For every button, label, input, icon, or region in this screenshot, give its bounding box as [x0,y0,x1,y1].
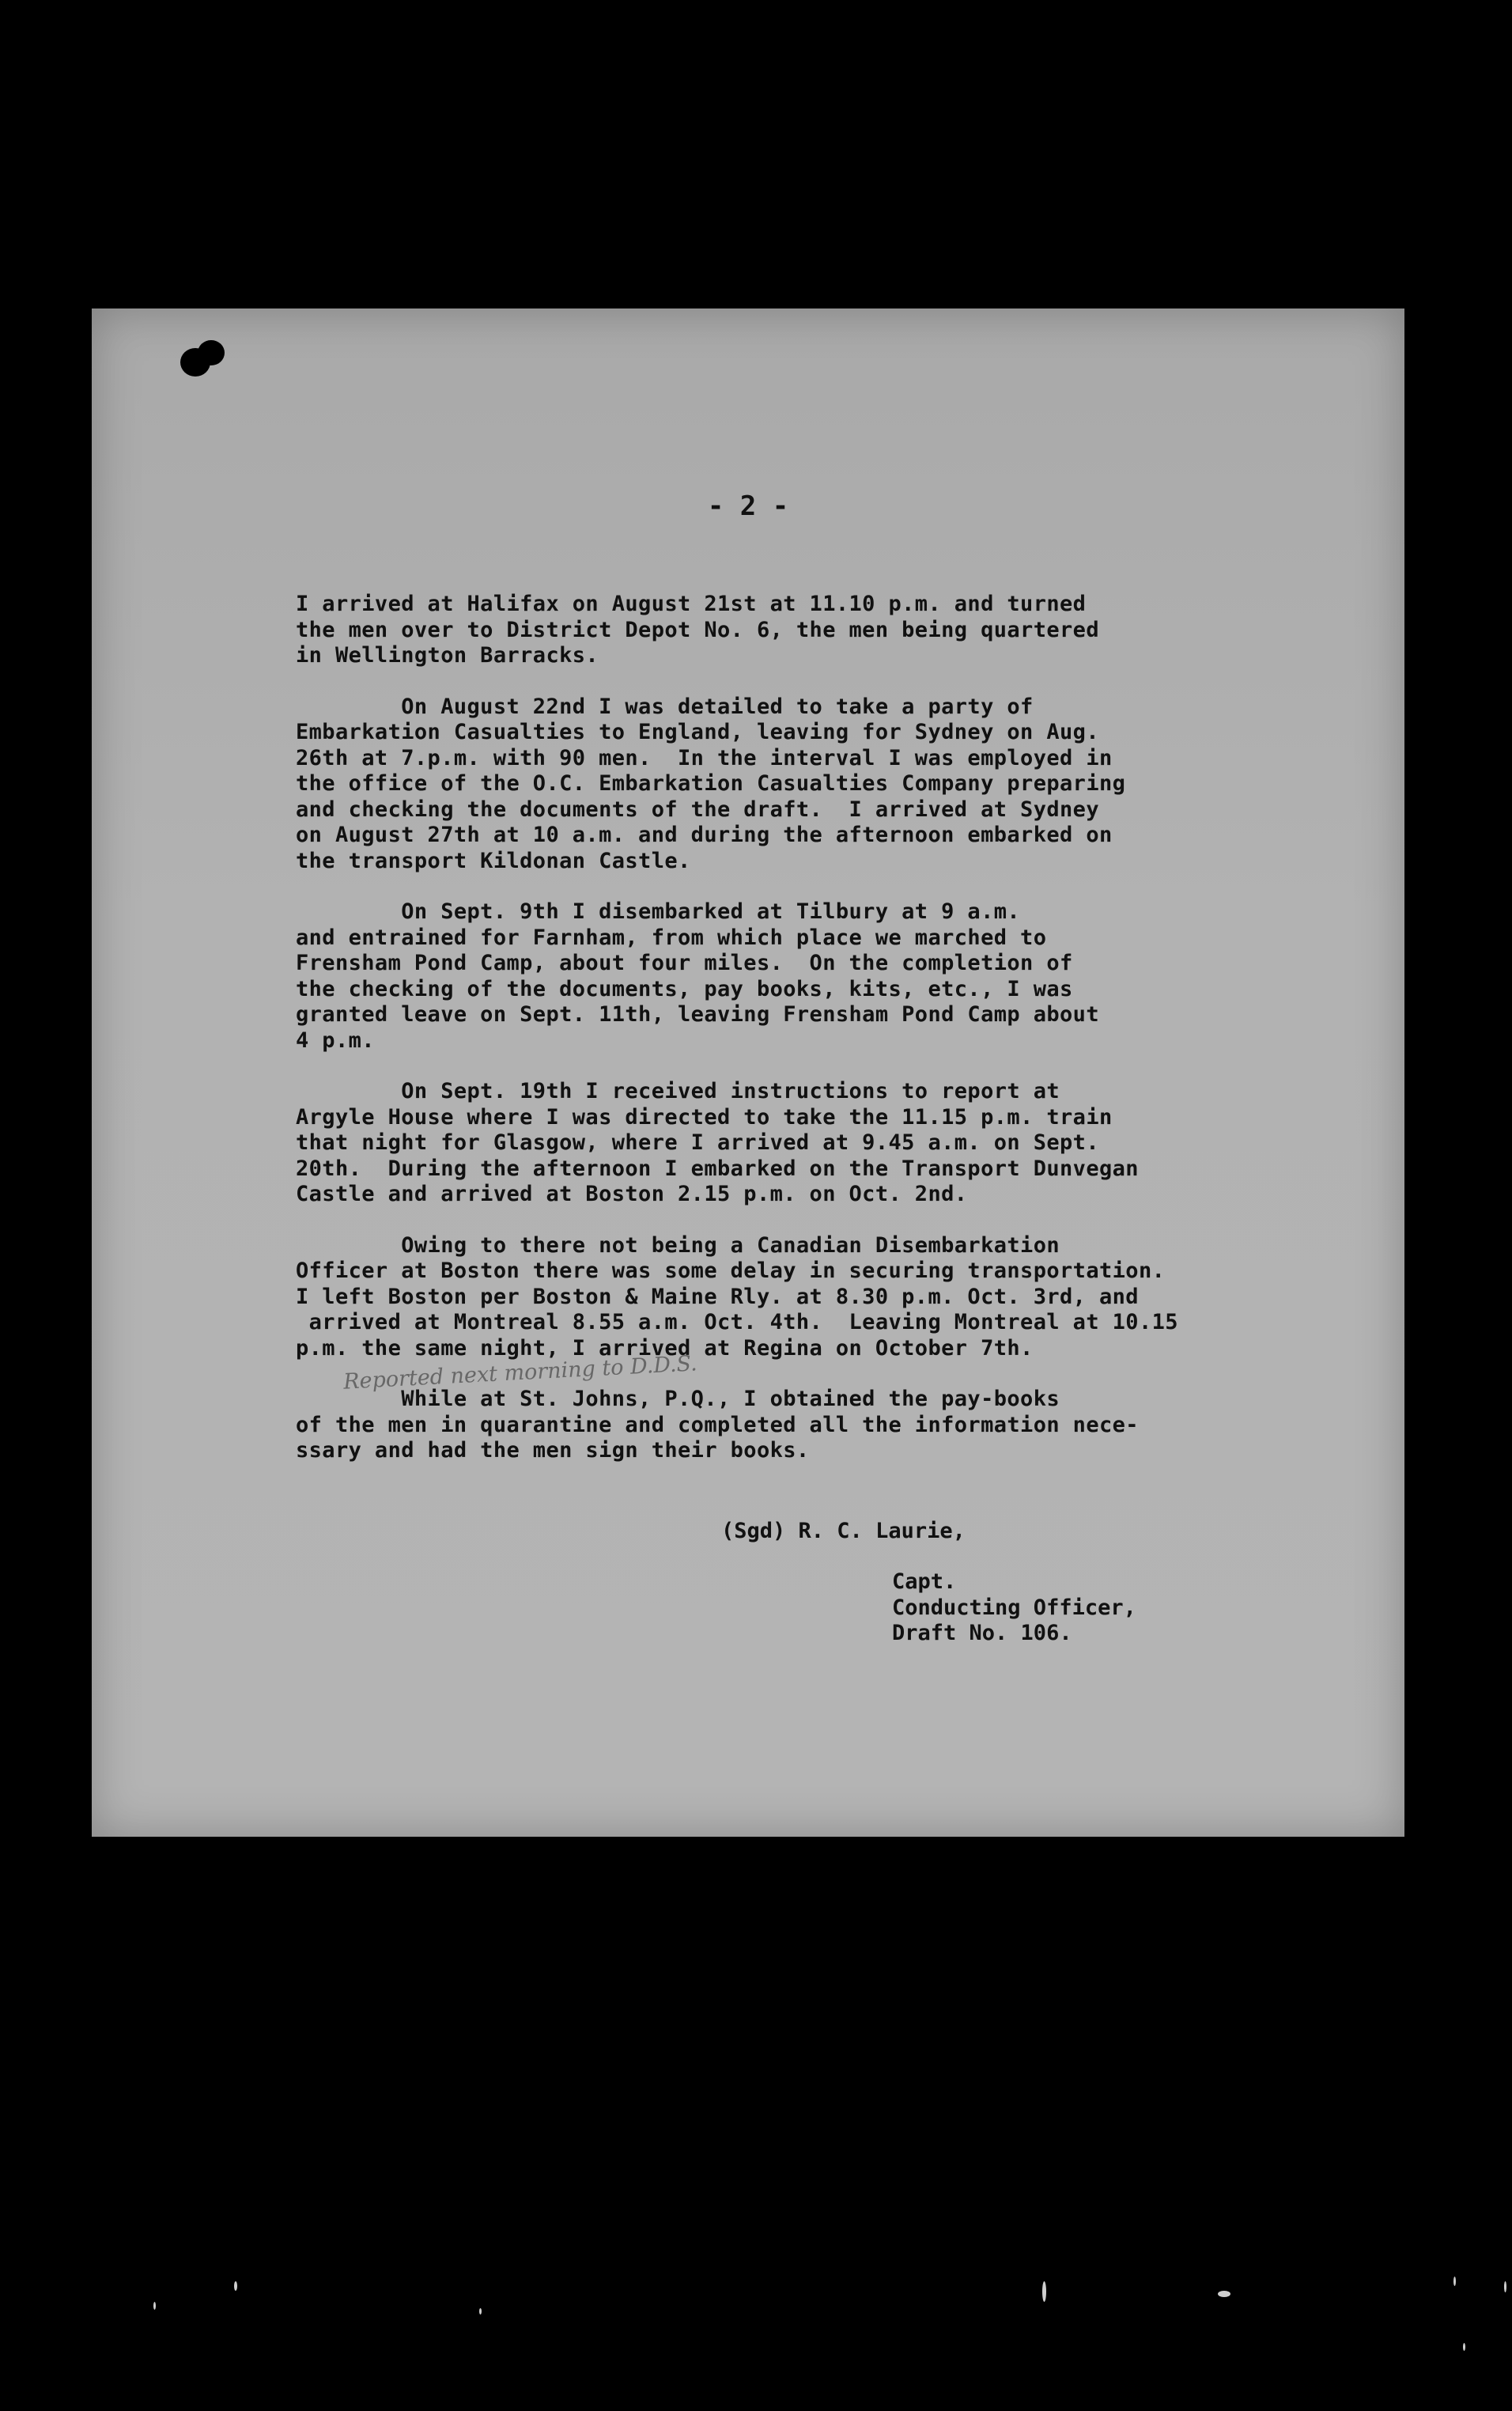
speck [1463,2343,1465,2351]
text-line: Embarkation Casualties to England, leaving for Sydney on Aug. [296,720,1099,744]
text-line: I left Boston per Boston & Maine Rly. at 8.30 p.m. Oct. 3rd, and [296,1284,1139,1309]
text-line: the office of the O.C. Embarkation Casualties Company preparing [296,771,1126,796]
text-line: Argyle House where I was directed to take the 11.15 p.m. train [296,1104,1113,1130]
paragraph [296,1233,1387,1362]
signature-block [892,1569,1136,1647]
text-line: arrived at Montreal 8.55 a.m. Oct. 4th. Leaving Montreal at 10.15 [296,1310,1178,1334]
text-line: the checking of the documents, pay books, kits, etc., I was [296,976,1073,1001]
rank: Capt. [892,1569,957,1594]
speck [479,2308,482,2314]
speck [1218,2291,1230,2297]
text-line: 26th at 7.p.m. with 90 men. In the interval I was employed in [296,745,1113,770]
text-line: and checking the documents of the draft. I arrived at Sydney [296,797,1099,822]
letter-body [296,592,1387,1489]
text-line: and entrained for Farnham, from which place we marched to [296,925,1047,950]
text-line: On August 22nd I was detailed to take a party of [296,694,1034,719]
page-number: - 2 - [707,490,789,522]
signature-line: (Sgd) R. C. Laurie, [721,1519,966,1543]
text-line: On Sept. 19th I received instructions to report at [296,1079,1060,1103]
text-line: of the men in quarantine and completed all the information nece- [296,1412,1139,1437]
paragraph [296,695,1387,875]
paragraph [296,1079,1387,1208]
draft-number: Draft No. 106. [892,1621,1072,1645]
text-line: granted leave on Sept. 11th, leaving Frensham Pond Camp about [296,1002,1099,1027]
text-line: On Sept. 9th I disembarked at Tilbury at 9 a.m. [296,899,1021,924]
document-page [92,308,1404,1837]
speck [1504,2281,1506,2292]
text-line: Castle and arrived at Boston 2.15 p.m. on Oct. 2nd. [296,1182,968,1206]
speck [1453,2277,1456,2286]
text-line: Frensham Pond Camp, about four miles. On the completion of [296,951,1073,975]
text-line: Officer at Boston there was some delay in securing transportation. [296,1258,1166,1283]
text-line: I arrived at Halifax on August 21st at 11.10 p.m. and turned [296,592,1087,616]
text-line: ssary and had the men sign their books. [296,1438,810,1463]
text-line: While at St. Johns, P.Q., I obtained the pay-books [296,1387,1060,1411]
paragraph [296,592,1387,669]
text-line: p.m. the same night, I arrived at Regina on October 7th. [296,1335,1034,1361]
text-line: that night for Glasgow, where I arrived at 9.45 a.m. on Sept. [296,1130,1099,1155]
text-line: 20th. During the afternoon I embarked on the Transport Dunvegan [296,1156,1139,1181]
paragraph [296,899,1387,1054]
text-line: the transport Kildonan Castle. [296,848,691,873]
text-line: on August 27th at 10 a.m. and during the afternoon embarked on [296,823,1113,847]
handwritten-annotation: Reported next morning to D.D.S. [342,1351,698,1395]
text-line: Owing to there not being a Canadian Disembarkation [296,1232,1060,1258]
text-line: the men over to District Depot No. 6, the men being quartered [296,617,1099,642]
text-line: 4 p.m. [296,1028,375,1053]
position: Conducting Officer, [892,1595,1136,1620]
paragraph [296,1387,1387,1464]
speck [234,2281,237,2291]
speck [1042,2281,1046,2302]
punch-hole [198,340,225,365]
speck [153,2302,156,2310]
text-line: in Wellington Barracks. [296,643,599,668]
